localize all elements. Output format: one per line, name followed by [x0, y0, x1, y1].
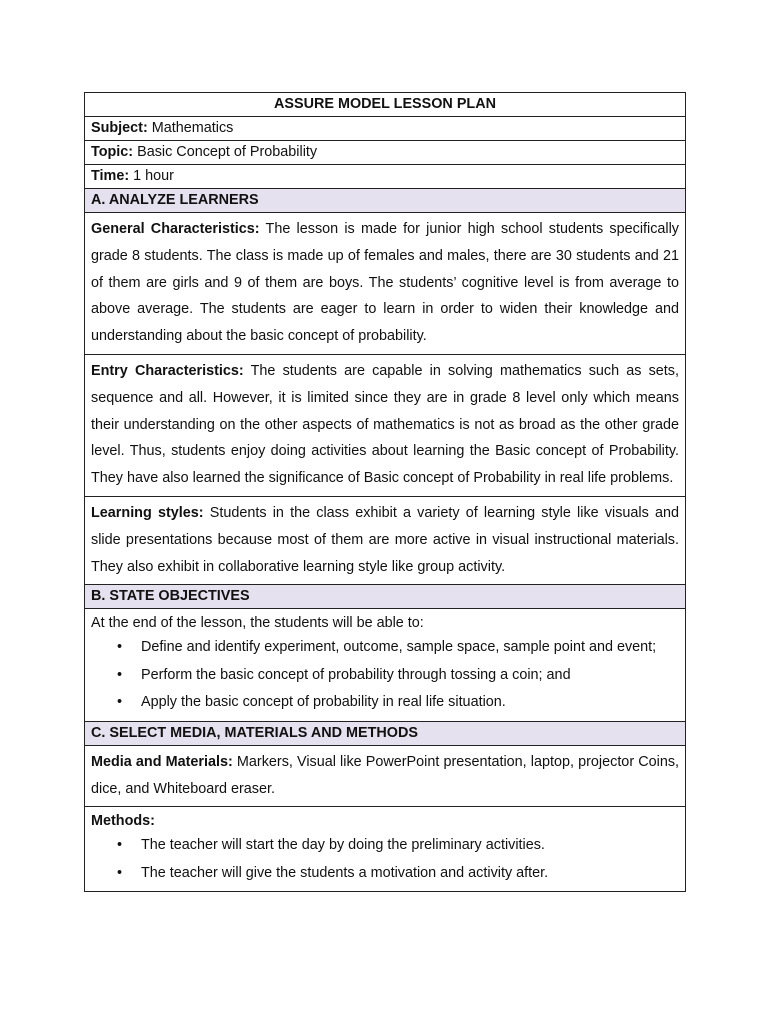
section-a-heading: A. ANALYZE LEARNERS [85, 189, 686, 213]
objectives-intro: At the end of the lesson, the students will be able to: [91, 615, 424, 632]
objectives-row [85, 609, 686, 722]
bullet-icon: • [117, 666, 123, 683]
entry-characteristics-text: The students are capable in solving mathematics such as sets, sequence and all. However, it is limited since they are in grade 8 level only which means their understanding on the other aspects of mathematics is not as broad as the other grade level. Thus, students enjoy doing activities about learning the Basic concept of Probability. They have also learned the significance of Basic concept of Probability in real life problems. [91, 362, 679, 487]
lesson-plan-table [84, 92, 686, 892]
bullet-icon: • [117, 639, 123, 656]
general-characteristics-row [85, 213, 686, 355]
topic-value: Basic Concept of Probability [137, 144, 318, 160]
objective-text: Perform the basic concept of probability through tossing a coin; and [141, 666, 571, 683]
section-c-row [85, 721, 686, 745]
topic-label: Topic: [91, 144, 134, 160]
entry-characteristics-row [85, 354, 686, 496]
topic-row [85, 141, 686, 165]
list-item [117, 662, 679, 690]
list-item [117, 689, 679, 717]
method-text: The teacher will give the students a motivation and activity after. [141, 864, 549, 881]
objectives-list [91, 634, 679, 717]
learning-styles-label: Learning styles: [91, 504, 204, 521]
entry-characteristics-label: Entry Characteristics: [91, 362, 244, 379]
general-characteristics-text: The lesson is made for junior high school students specifically grade 8 students. The class is made up of females and males, there are 30 students and 21 of them are girls and 9 of them are boys. The students’ cognitive level is from average to above average. The students are eager to learn in order to widen their knowledge and understanding about the basic concept of probability. [91, 221, 679, 345]
objective-text: Apply the basic concept of probability in real life situation. [141, 694, 506, 711]
bullet-icon: • [117, 864, 123, 881]
objective-text: Define and identify experiment, outcome, sample space, sample point and event; [141, 639, 657, 656]
methods-row [85, 807, 686, 892]
list-item [117, 860, 679, 888]
section-a-row [85, 189, 686, 213]
time-label: Time: [91, 168, 130, 184]
title-row [85, 93, 686, 117]
media-materials-row [85, 745, 686, 807]
media-materials-text: Markers, Visual like PowerPoint presentation, laptop, projector Coins, dice, and Whiteboard eraser. [91, 753, 680, 797]
document-title: ASSURE MODEL LESSON PLAN [85, 93, 686, 117]
learning-styles-row [85, 496, 686, 584]
time-row [85, 165, 686, 189]
section-b-heading: B. STATE OBJECTIVES [85, 585, 686, 609]
section-c-heading: C. SELECT MEDIA, MATERIALS AND METHODS [85, 721, 686, 745]
general-characteristics-label: General Characteristics: [91, 221, 260, 237]
methods-label: Methods: [91, 813, 155, 830]
bullet-icon: • [117, 694, 123, 711]
list-item [117, 634, 679, 662]
list-item [117, 832, 679, 860]
method-text: The teacher will start the day by doing the preliminary activities. [141, 837, 545, 854]
learning-styles-text: Students in the class exhibit a variety of learning style like visuals and slide presentations because most of them are more active in visual instructional materials. They also exhibit in collaborative learning style like group activity. [91, 504, 679, 575]
methods-list [91, 832, 679, 887]
media-materials-label: Media and Materials: [91, 753, 233, 770]
bullet-icon: • [117, 837, 123, 854]
subject-label: Subject: [91, 120, 148, 136]
section-b-row [85, 585, 686, 609]
subject-value: Mathematics [151, 120, 234, 136]
time-value: 1 hour [133, 168, 174, 184]
subject-row [85, 117, 686, 141]
